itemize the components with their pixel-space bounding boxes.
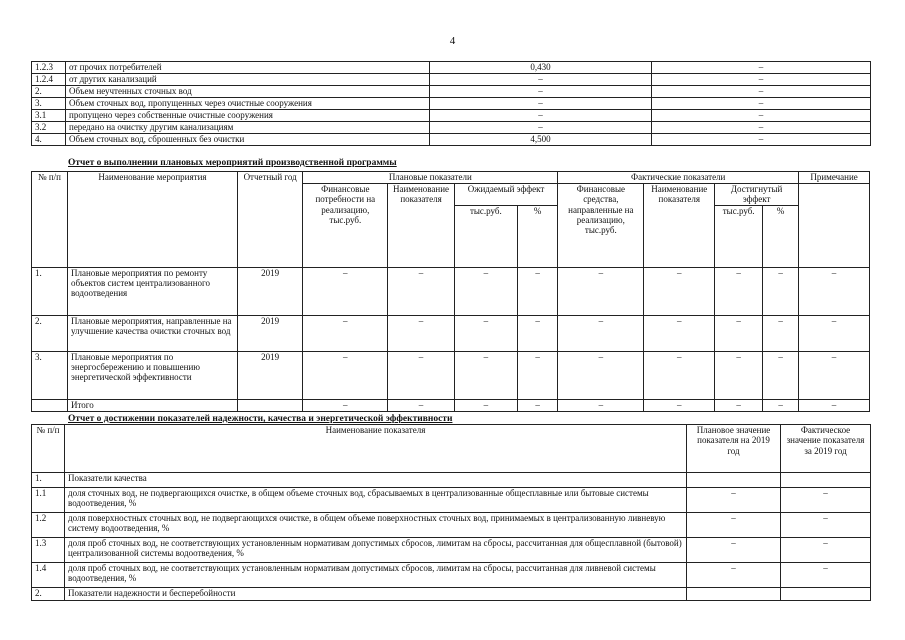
cell: – [799, 315, 870, 351]
header-note: Примечание [799, 172, 870, 184]
cell: – [715, 267, 763, 315]
plan-value [687, 473, 781, 488]
table-row [32, 488, 871, 513]
measure-name: Плановые мероприятия по энергосбережению и повышению энергетической эффективности [67, 351, 237, 399]
header-expected-effect: Ожидаемый эффект [454, 184, 558, 206]
header-actual-group: Фактические показатели [558, 172, 799, 184]
table-row [32, 122, 871, 134]
measure-name: Плановые мероприятия по ремонту объектов систем централизованного водоотведения [67, 267, 237, 315]
indicator-name: Показатели надежности и бесперебойности [65, 588, 687, 601]
header-plan-thous: тыс.руб. [454, 205, 517, 267]
header-num: № п/п [32, 425, 65, 473]
measure-year: 2019 [237, 267, 302, 315]
fact-value: – [652, 62, 871, 74]
indicator-name: доля сточных вод, не подвергающихся очистке, в общем объеме сточных вод, сбрасываемых в централизованные общесплавные или бытовые системы водоотведения, % [65, 488, 687, 513]
row-number: 1.2.4 [32, 74, 66, 86]
table-row [32, 563, 871, 588]
indicators-table [31, 424, 871, 601]
header-actual-thous: тыс.руб. [715, 205, 763, 267]
fact-value: – [652, 122, 871, 134]
fact-value: – [652, 110, 871, 122]
cell: – [303, 315, 388, 351]
table-row [32, 473, 871, 488]
table-row [32, 74, 871, 86]
cell: – [644, 315, 715, 351]
plan-value: – [687, 513, 781, 538]
header-achieved-effect: Достигнутый эффект [715, 184, 799, 206]
table-row [32, 134, 871, 146]
fact-value: – [781, 513, 871, 538]
cell: – [644, 351, 715, 399]
row-number: 1.3 [32, 538, 65, 563]
header-note-empty [799, 184, 870, 268]
plan-value: – [687, 538, 781, 563]
cell: – [558, 399, 644, 411]
row-number: 1.2 [32, 513, 65, 538]
fact-value [781, 473, 871, 488]
row-name: Объем неучтенных сточных вод [66, 86, 430, 98]
row-name: от других канализаций [66, 74, 430, 86]
table-row [32, 110, 871, 122]
cell: – [644, 399, 715, 411]
plan-value: – [430, 74, 652, 86]
row-number: 3. [32, 98, 66, 110]
cell: – [763, 351, 799, 399]
table-row [32, 62, 871, 74]
row-number: 4. [32, 134, 66, 146]
row-number: 2. [32, 588, 65, 601]
cell: – [644, 267, 715, 315]
cell: – [763, 399, 799, 411]
table-row [32, 315, 870, 351]
indicator-name: доля проб сточных вод, не соответствующих установленным нормативам допустимых сбросов, лимитам на сбросы, рассчитанная для общесплавной (бытовой) централизованной системы водоотведения, % [65, 538, 687, 563]
table-row [32, 86, 871, 98]
plan-value [687, 588, 781, 601]
program-measures-table [31, 171, 870, 412]
table-row [32, 267, 870, 315]
cell: – [517, 351, 557, 399]
header-num: № п/п [32, 172, 68, 268]
wastewater-volume-table [31, 61, 871, 146]
plan-value: 0,430 [430, 62, 652, 74]
header-actual-indicator: Наименование показателя [644, 184, 715, 268]
header-planned-group: Плановые показатели [303, 172, 558, 184]
cell: – [388, 399, 454, 411]
section-title-text: Отчет о выполнении плановых мероприятий производственной программы [68, 158, 397, 168]
cell: – [388, 267, 454, 315]
cell: – [558, 351, 644, 399]
cell: – [388, 315, 454, 351]
measure-year: 2019 [237, 351, 302, 399]
fact-value: – [652, 74, 871, 86]
row-number: 1. [32, 267, 68, 315]
row-number: 3.2 [32, 122, 66, 134]
cell: – [558, 267, 644, 315]
fact-value: – [781, 488, 871, 513]
fact-value: – [652, 134, 871, 146]
row-number: 2. [32, 315, 68, 351]
cell: – [517, 315, 557, 351]
header-plan-finance: Финансовые потребности на реализацию, тыс.руб. [303, 184, 388, 268]
cell: – [454, 315, 517, 351]
plan-value: – [687, 488, 781, 513]
fact-value: – [781, 538, 871, 563]
table-row [32, 98, 871, 110]
cell: – [558, 315, 644, 351]
header-year: Отчетный год [237, 172, 302, 268]
section-title-text: Отчет о достижении показателей надежности, качества и энергетической эффективности [68, 414, 453, 424]
row-name: пропущено через собственные очистные сооружения [66, 110, 430, 122]
header-indicator-name: Наименование показателя [65, 425, 687, 473]
table-row [32, 351, 870, 399]
cell: – [763, 267, 799, 315]
section-title-program [68, 158, 397, 169]
header-measure-name: Наименование мероприятия [67, 172, 237, 268]
row-name: передано на очистку другим канализациям [66, 122, 430, 134]
fact-value: – [781, 563, 871, 588]
header-actual-finance: Финансовые средства, направленные на реализацию, тыс.руб. [558, 184, 644, 268]
page-number: 4 [449, 35, 456, 47]
plan-value: – [430, 122, 652, 134]
row-number: 2. [32, 86, 66, 98]
row-number: 1. [32, 473, 65, 488]
cell: – [454, 351, 517, 399]
indicator-name: Показатели качества [65, 473, 687, 488]
row-number: 1.2.3 [32, 62, 66, 74]
row-name: Объем сточных вод, пропущенных через очистные сооружения [66, 98, 430, 110]
cell: – [715, 399, 763, 411]
indicator-name: доля поверхностных сточных вод, не подвергающихся очистке, в общем объеме поверхностных сточных вод, принимаемых в централизованную ливневую систему водоотведения, % [65, 513, 687, 538]
header-plan-value: Плановое значение показателя на 2019 год [687, 425, 781, 473]
cell: – [454, 399, 517, 411]
table-row [32, 538, 871, 563]
row-number: 3.1 [32, 110, 66, 122]
cell: – [763, 315, 799, 351]
plan-value: – [687, 563, 781, 588]
cell: – [715, 315, 763, 351]
header-plan-indicator: Наименование показателя [388, 184, 454, 268]
measure-year: 2019 [237, 315, 302, 351]
plan-value: – [430, 86, 652, 98]
cell: – [715, 351, 763, 399]
indicator-name: доля проб сточных вод, не соответствующих установленным нормативам допустимых сбросов, лимитам на сбросы, рассчитанная для ливневой системы водоотведения, % [65, 563, 687, 588]
cell: – [799, 399, 870, 411]
fact-value [781, 588, 871, 601]
cell: – [303, 351, 388, 399]
table-row [32, 513, 871, 538]
cell: – [454, 267, 517, 315]
row-number: 1.1 [32, 488, 65, 513]
cell: – [517, 267, 557, 315]
total-row [32, 399, 870, 411]
cell: – [303, 399, 388, 411]
row-number-empty [32, 399, 68, 411]
cell: – [799, 267, 870, 315]
cell: – [388, 351, 454, 399]
plan-value: 4,500 [430, 134, 652, 146]
header-plan-pct: % [517, 205, 557, 267]
table-row [32, 588, 871, 601]
plan-value: – [430, 110, 652, 122]
fact-value: – [652, 98, 871, 110]
plan-value: – [430, 98, 652, 110]
header-fact-value: Фактическое значение показателя за 2019 год [781, 425, 871, 473]
fact-value: – [652, 86, 871, 98]
measure-name: Плановые мероприятия, направленные на улучшение качества очистки сточных вод [67, 315, 237, 351]
cell: – [303, 267, 388, 315]
row-number: 1.4 [32, 563, 65, 588]
header-actual-pct: % [763, 205, 799, 267]
row-name: Объем сточных вод, сброшенных без очистки [66, 134, 430, 146]
row-number: 3. [32, 351, 68, 399]
total-label: Итого [67, 399, 237, 411]
row-name: от прочих потребителей [66, 62, 430, 74]
cell: – [799, 351, 870, 399]
cell: – [517, 399, 557, 411]
total-year [237, 399, 302, 411]
